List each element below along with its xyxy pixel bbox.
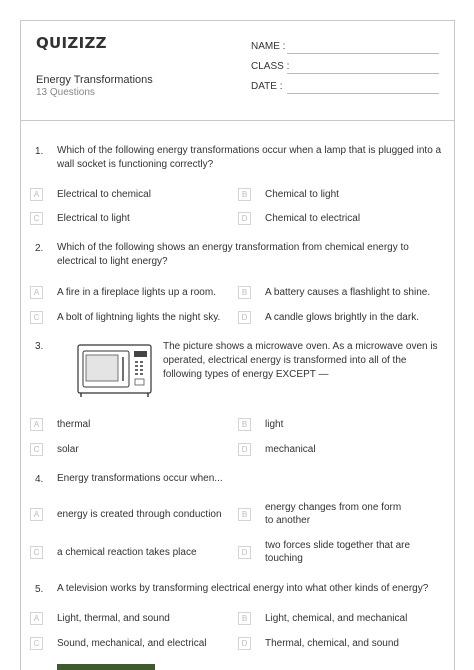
question-4-option-d[interactable]: two forces slide together that are touching: [265, 540, 411, 564]
option-letter-c[interactable]: C: [30, 443, 43, 456]
option-letter-a[interactable]: A: [30, 508, 43, 521]
question-3-option-d[interactable]: mechanical: [265, 444, 316, 455]
worksheet-border-top: [20, 20, 454, 21]
question-2-number: 2.: [35, 243, 44, 254]
worksheet-title: Energy Transformations: [36, 74, 153, 86]
question-3-option-c[interactable]: solar: [57, 444, 79, 455]
question-4-text: Energy transformations occur when...: [57, 473, 223, 484]
option-letter-d[interactable]: D: [238, 443, 251, 456]
option-letter-d[interactable]: D: [238, 546, 251, 559]
option-letter-c[interactable]: C: [30, 311, 43, 324]
question-4-option-a[interactable]: energy is created through conduction: [57, 509, 222, 520]
next-question-photo: [57, 664, 155, 670]
microwave-oven-image: [77, 343, 153, 399]
option-letter-b[interactable]: B: [238, 418, 251, 431]
question-5-option-b[interactable]: Light, chemical, and mechanical: [265, 613, 408, 624]
option-letter-d[interactable]: D: [238, 637, 251, 650]
option-letter-b[interactable]: B: [238, 188, 251, 201]
option-letter-a[interactable]: A: [30, 286, 43, 299]
option-letter-b[interactable]: B: [238, 286, 251, 299]
question-1-option-a[interactable]: Electrical to chemical: [57, 189, 151, 200]
option-letter-a[interactable]: A: [30, 418, 43, 431]
question-4-option-c[interactable]: a chemical reaction takes place: [57, 547, 197, 558]
option-letter-b[interactable]: B: [238, 508, 251, 521]
question-5-option-c[interactable]: Sound, mechanical, and electrical: [57, 638, 207, 649]
question-3-option-b[interactable]: light: [265, 419, 284, 430]
option-letter-a[interactable]: A: [30, 188, 43, 201]
question-3-option-a[interactable]: thermal: [57, 419, 91, 430]
worksheet-border-right: [454, 20, 455, 670]
question-4-number: 4.: [35, 474, 44, 485]
option-letter-d[interactable]: D: [238, 311, 251, 324]
question-2-option-c[interactable]: A bolt of lightning lights the night sky.: [57, 312, 221, 323]
question-3-number: 3.: [35, 341, 44, 352]
option-letter-c[interactable]: C: [30, 212, 43, 225]
question-1-number: 1.: [35, 146, 44, 157]
worksheet-border-left: [20, 20, 21, 670]
question-4-option-b[interactable]: energy changes from one form to another: [265, 502, 402, 526]
date-label: DATE :: [251, 81, 283, 92]
question-1-option-d[interactable]: Chemical to electrical: [265, 213, 361, 224]
question-5-text: A television works by transforming electrical energy into what other kinds of energy?: [57, 583, 429, 594]
class-field[interactable]: [287, 73, 439, 74]
option-letter-a[interactable]: A: [30, 612, 43, 625]
date-field[interactable]: [287, 93, 439, 94]
option-letter-b[interactable]: B: [238, 612, 251, 625]
name-field[interactable]: [287, 53, 439, 54]
question-2-option-d[interactable]: A candle glows brightly in the dark.: [265, 312, 419, 323]
question-2-text: Which of the following shows an energy transformation from chemical energy to electrical to light energy?: [57, 242, 409, 267]
question-5-option-a[interactable]: Light, thermal, and sound: [57, 613, 170, 624]
question-1-option-b[interactable]: Chemical to light: [265, 189, 339, 200]
quizizz-logo: QUIZIZZ: [36, 34, 107, 52]
option-letter-c[interactable]: C: [30, 637, 43, 650]
question-3-text: The picture shows a microwave oven. As a microwave oven is operated, electrical energy is transformed into all of the following types of energy EXCEPT —: [163, 341, 438, 380]
header-divider: [20, 120, 454, 121]
question-5-number: 5.: [35, 584, 44, 595]
question-count: 13 Questions: [36, 87, 95, 98]
question-2-option-a[interactable]: A fire in a fireplace lights up a room.: [57, 287, 216, 298]
name-label: NAME :: [251, 41, 286, 52]
option-letter-c[interactable]: C: [30, 546, 43, 559]
question-1-text: Which of the following energy transformations occur when a lamp that is plugged into a wall socket is functioning correctly?: [57, 145, 442, 170]
class-label: CLASS :: [251, 61, 290, 72]
question-2-option-b[interactable]: A battery causes a flashlight to shine.: [265, 287, 431, 298]
option-letter-d[interactable]: D: [238, 212, 251, 225]
question-5-option-d[interactable]: Thermal, chemical, and sound: [265, 638, 399, 649]
question-1-option-c[interactable]: Electrical to light: [57, 213, 130, 224]
